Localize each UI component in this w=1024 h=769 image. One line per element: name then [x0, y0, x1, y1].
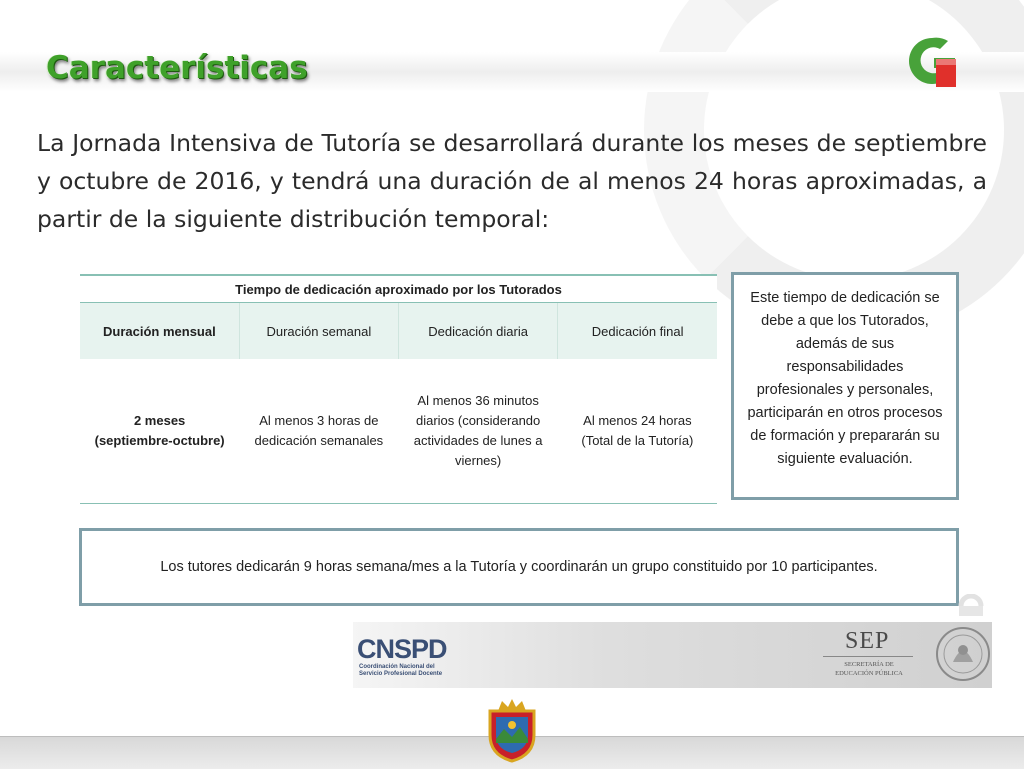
cell-daily: Al menos 36 minutos diarios (considerando actividades de lunes a viernes) — [399, 359, 558, 504]
distribution-table — [80, 274, 717, 504]
tutors-note-box — [79, 528, 959, 606]
lock-icon — [957, 594, 985, 616]
header-final: Dedicación final — [558, 303, 717, 360]
table-caption: Tiempo de dedicación aproximado por los Tutorados — [80, 275, 717, 303]
cell-final — [558, 359, 717, 504]
g-logo-icon — [903, 32, 961, 90]
sep-divider — [823, 656, 913, 657]
mexico-seal-icon — [935, 626, 991, 682]
cell-monthly — [80, 359, 239, 504]
estado-de-mexico-crest-icon — [484, 695, 540, 763]
slide-title: Características — [46, 50, 308, 86]
cell-monthly-line1: 2 meses — [133, 413, 186, 428]
header-weekly: Duración semanal — [239, 303, 398, 360]
sep-subtitle: SECRETARÍA DE EDUCACIÓN PÚBLICA — [835, 661, 903, 677]
cell-final-line1: Al menos 24 horas — [583, 413, 692, 428]
header-daily: Dedicación diaria — [399, 303, 558, 360]
cell-monthly-line2: (septiembre-octubre) — [94, 433, 225, 448]
cell-weekly: Al menos 3 horas de dedicación semanales — [239, 359, 398, 504]
sep-logo: SEP — [845, 628, 890, 654]
cnspd-subtitle: Coordinación Nacional del Servicio Profesional Docente — [359, 664, 443, 677]
intro-paragraph: La Jornada Intensiva de Tutoría se desarrollará durante los meses de septiembre y octubre de 2016, y tendrá una duración de al menos 24 horas aproximadas, a partir de la siguiente distribución temporal: — [37, 129, 987, 233]
header-monthly: Duración mensual — [80, 303, 239, 360]
footer-logos-banner — [353, 622, 992, 688]
dedication-note-box: Este tiempo de dedicación se debe a que los Tutorados, además de sus responsabilidades profesionales y personales, participarán en otros procesos de formación y prepararán su siguiente evaluación. — [731, 272, 959, 500]
tutors-note-text: Los tutores dedicarán 9 horas semana/mes a la Tutoría y coordinarán un grupo constituido por 10 participantes. — [160, 559, 878, 575]
cnspd-logo: CNSPD — [357, 634, 447, 664]
cell-final-line2: (Total de la Tutoría) — [581, 433, 694, 448]
